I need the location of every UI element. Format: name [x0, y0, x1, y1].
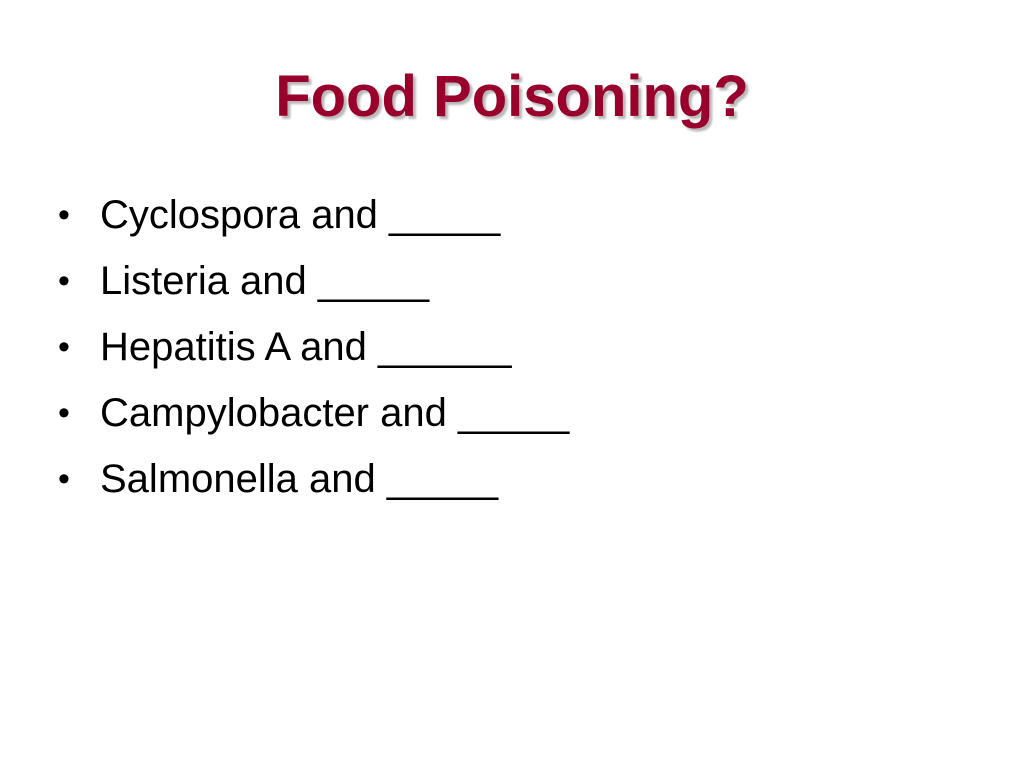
bullet-text: Cyclospora and _____: [100, 193, 501, 237]
bullet-text: Listeria and _____: [100, 259, 430, 303]
list-item: [58, 386, 978, 452]
list-item: [58, 254, 978, 320]
bullet-text: Salmonella and _____: [100, 457, 499, 501]
bullet-icon: •: [58, 394, 70, 432]
slide-title: Food Poisoning?: [275, 64, 749, 129]
bullet-icon: •: [58, 328, 70, 366]
bullet-icon: •: [58, 196, 70, 234]
bullet-text: Campylobacter and _____: [100, 391, 570, 435]
bullet-list: [58, 188, 978, 518]
list-item: [58, 452, 978, 518]
list-item: [58, 188, 978, 254]
list-item: [58, 320, 978, 386]
bullet-text: Hepatitis A and ______: [100, 325, 512, 369]
bullet-icon: •: [58, 262, 70, 300]
bullet-icon: •: [58, 460, 70, 498]
